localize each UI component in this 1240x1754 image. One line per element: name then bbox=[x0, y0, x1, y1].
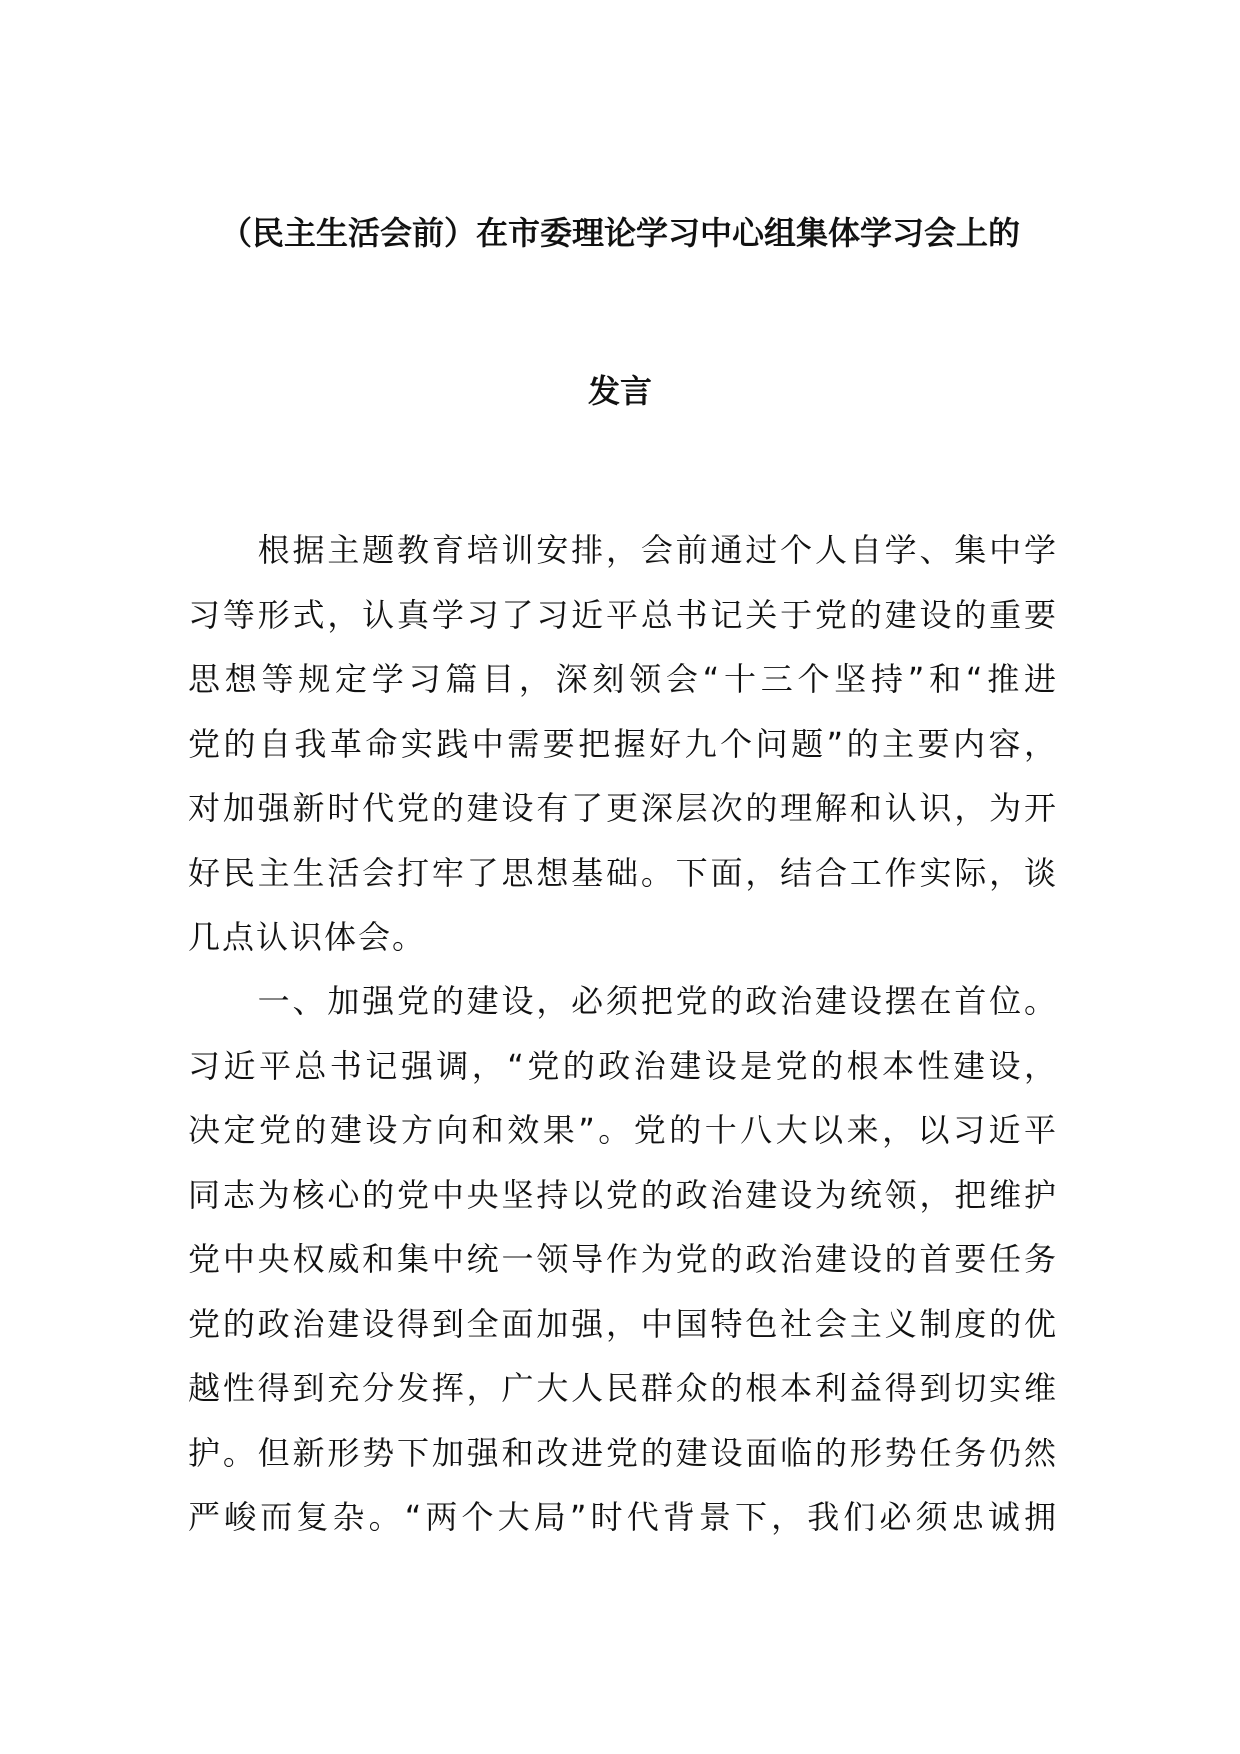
paragraph-line: 对加强新时代党的建设有了更深层次的理解和认识，为开 bbox=[188, 789, 1058, 827]
document-title-line-2: 发言 bbox=[587, 372, 652, 410]
paragraph-line: 几点认识体会。 bbox=[188, 918, 427, 956]
paragraph-line: 决定党的建设方向和效果”。党的十八大以来，以习近平 bbox=[188, 1111, 1058, 1149]
paragraph-line: 严峻而复杂。“两个大局”时代背景下，我们必须忠诚拥 bbox=[188, 1498, 1058, 1536]
paragraph-line: 习近平总书记强调，“党的政治建设是党的根本性建设， bbox=[188, 1046, 1058, 1085]
paragraph-line: 习等形式，认真学习了习近平总书记关于党的建设的重要 bbox=[188, 595, 1058, 634]
paragraph-line: 根据主题教育培训安排，会前通过个人自学、集中学 bbox=[188, 531, 1058, 569]
paragraph-line: 一、加强党的建设，必须把党的政治建设摆在首位。 bbox=[188, 982, 1058, 1020]
paragraph-line: 护。但新形势下加强和改进党的建设面临的形势任务仍然 bbox=[188, 1433, 1058, 1472]
paragraph-line: 党中央权威和集中统一领导作为党的政治建设的首要任务 bbox=[188, 1240, 1058, 1278]
paragraph-line: 同志为核心的党中央坚持以党的政治建设为统领，把维护 bbox=[188, 1175, 1058, 1214]
paragraph-line: 好民主生活会打牢了思想基础。下面，结合工作实际，谈 bbox=[188, 853, 1058, 892]
paragraph-line: 越性得到充分发挥，广大人民群众的根本利益得到切实维 bbox=[188, 1369, 1058, 1407]
paragraph-intro bbox=[188, 518, 1058, 970]
paragraph-line: 党的政治建设得到全面加强，中国特色社会主义制度的优 bbox=[188, 1304, 1058, 1343]
document-title-line-1: （民主生活会前）在市委理论学习中心组集体学习会上的 bbox=[219, 214, 1020, 252]
paragraph-line: 思想等规定学习篇目，深刻领会“十三个坚持”和“推进 bbox=[188, 660, 1058, 698]
paragraph-line: 党的自我革命实践中需要把握好九个问题”的主要内容， bbox=[188, 724, 1058, 763]
paragraph-section-one bbox=[188, 969, 1058, 1550]
